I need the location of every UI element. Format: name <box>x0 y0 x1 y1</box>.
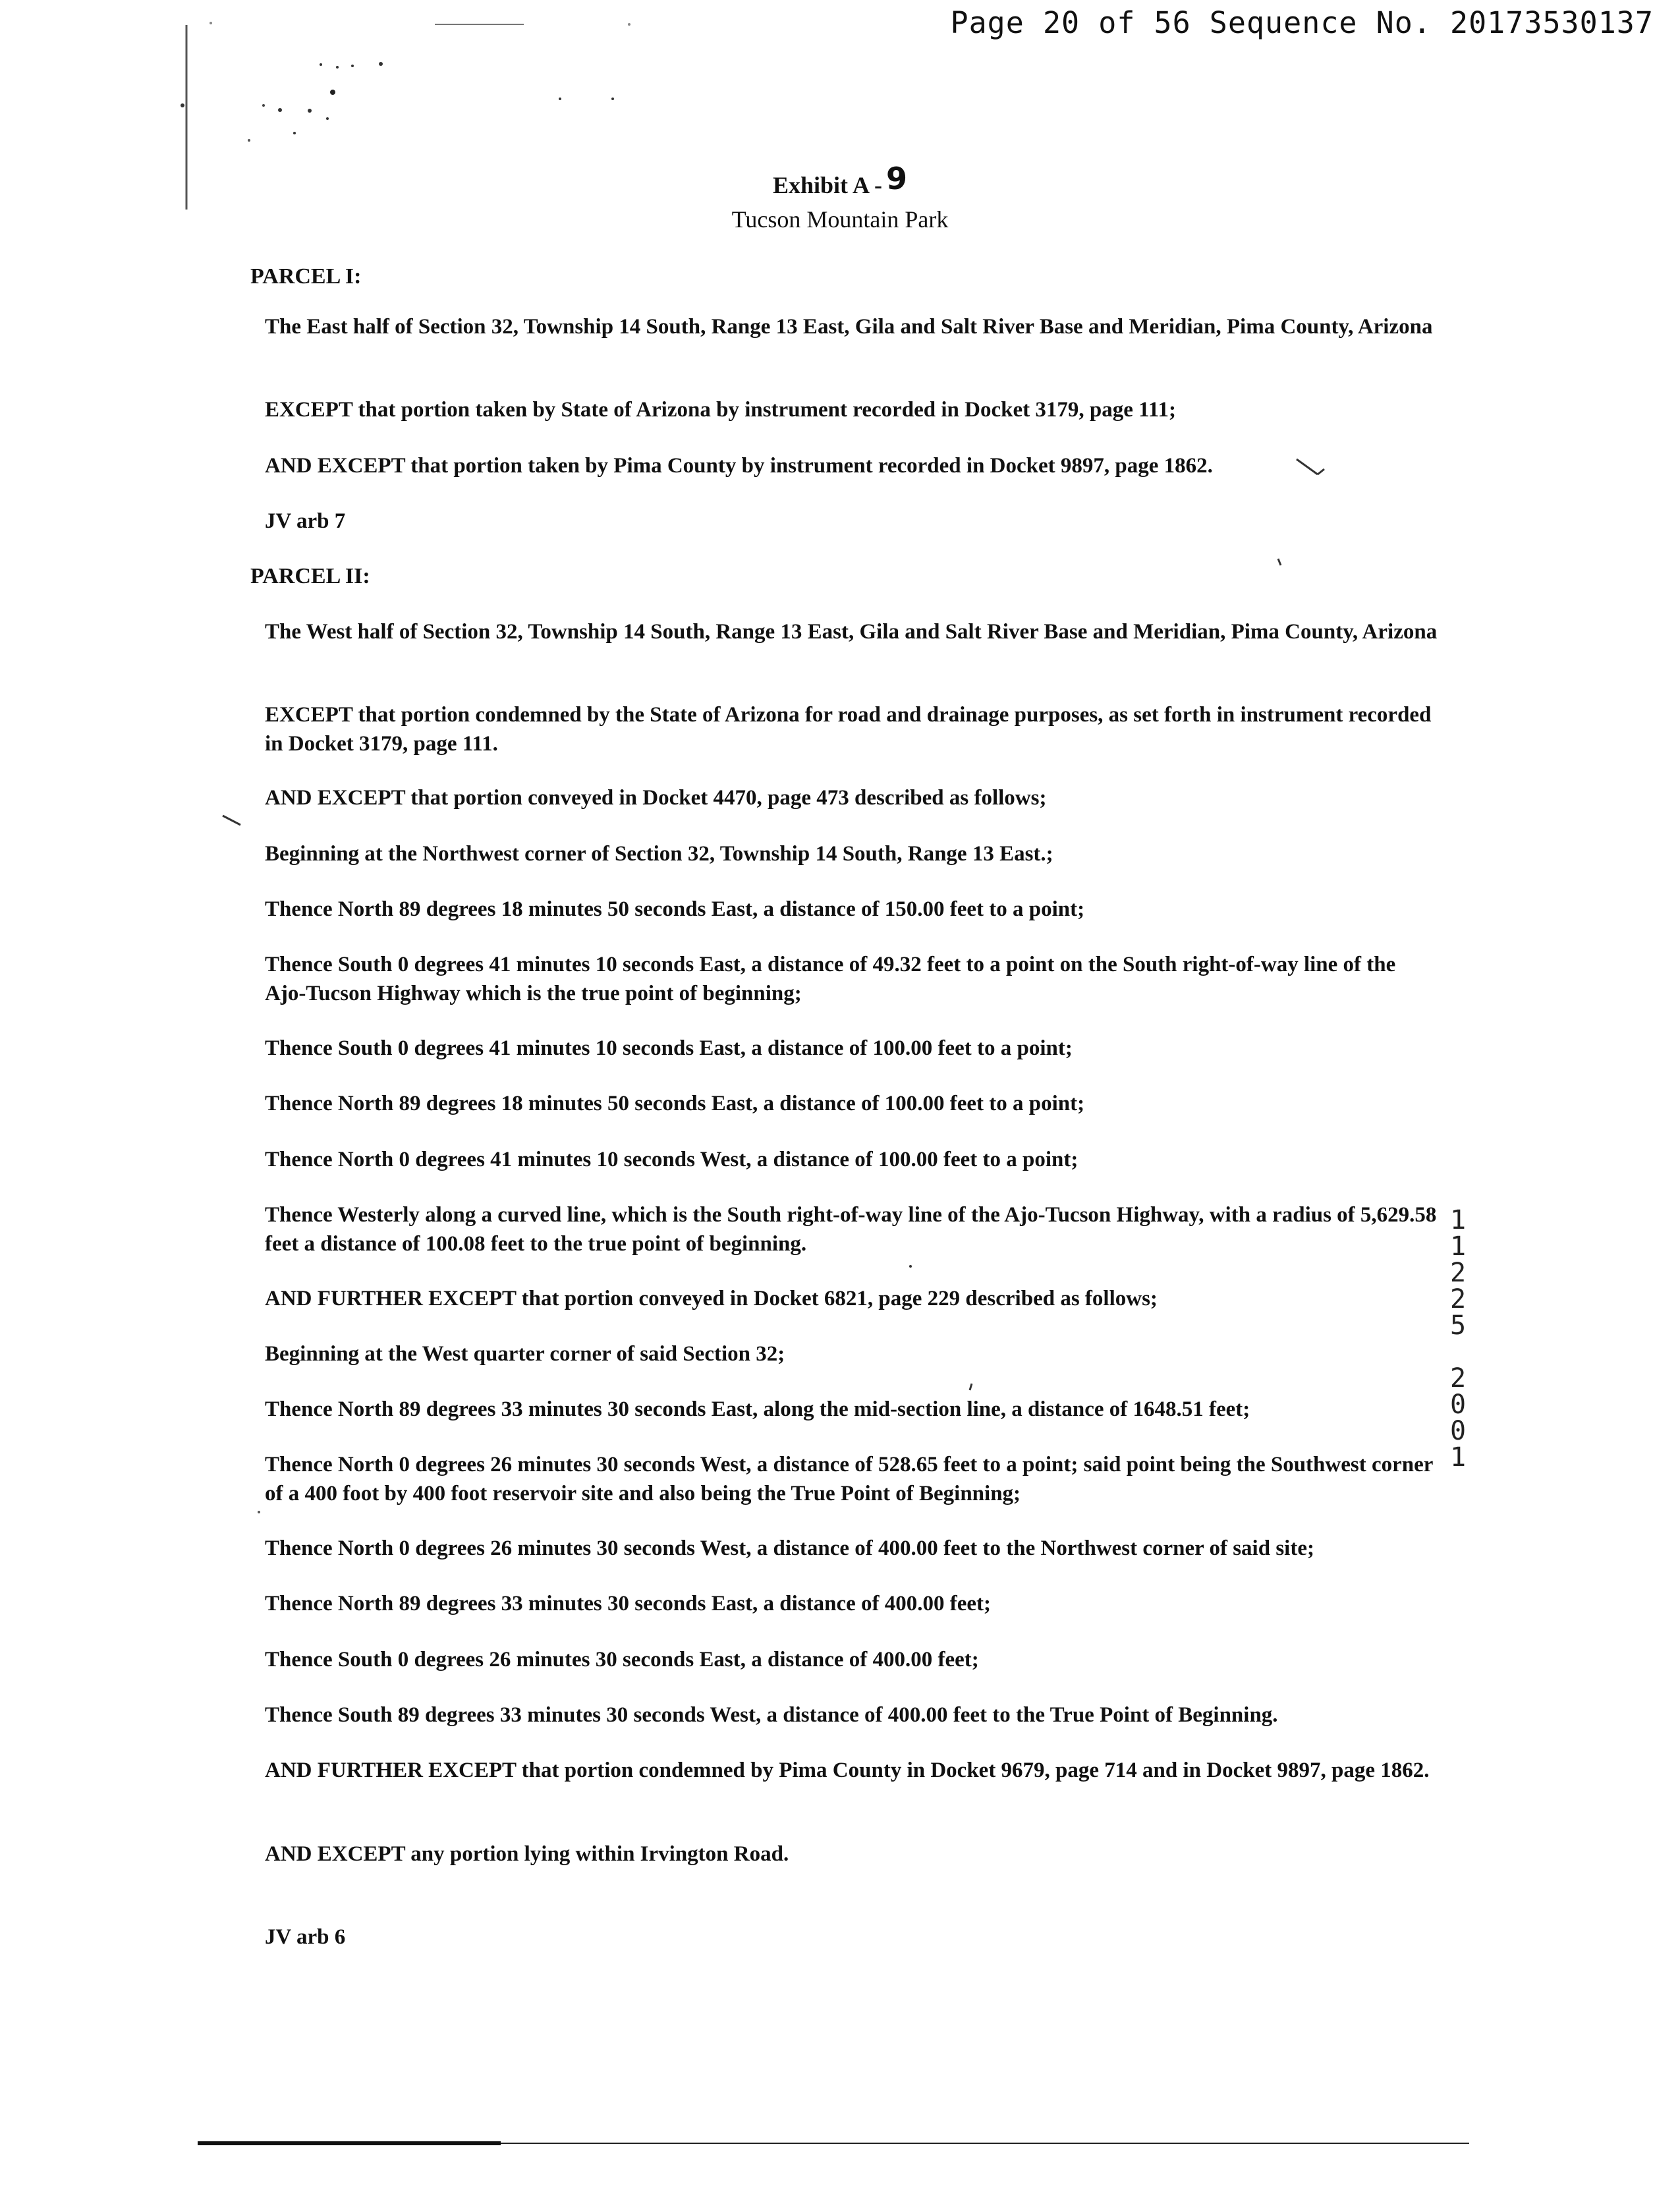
course-beginning-1: Beginning at the Northwest corner of Section 32, Township 14 South, Range 13 East.; <box>265 842 1053 866</box>
parcel-1-heading: PARCEL I: <box>250 264 362 289</box>
parcel-2-reference: JV arb 6 <box>265 1925 346 1949</box>
further-exception-1: AND FURTHER EXCEPT that portion conveyed in Docket 6821, page 229 described as follows; <box>265 1287 1158 1310</box>
parcel-2-exception-1: EXCEPT that portion condemned by the State of Arizona for road and drainage purposes, as set forth in instrument recorded in Docket 3179, page 111. <box>265 703 1432 756</box>
exhibit-heading <box>0 161 1680 200</box>
course-2: Thence South 0 degrees 41 minutes 10 seconds East, a distance of 49.32 feet to a point on the South right-of-way line of the Ajo-Tucson Highway which is the true point of beginning; <box>265 953 1396 1005</box>
parcel-2-exception-2: AND EXCEPT that portion conveyed in Docket 4470, page 473 described as follows; <box>265 786 1047 810</box>
parcel-2-description: The West half of Section 32, Township 14 South, Range 13 East, Gila and Salt River Base and Meridian, Pima County, Arizona <box>265 620 1438 644</box>
course-12: Thence South 89 degrees 33 minutes 30 seconds West, a distance of 400.00 feet to the True Point of Beginning. <box>265 1703 1278 1727</box>
course-7: Thence North 89 degrees 33 minutes 30 seconds East, along the mid-section line, a distance of 1648.51 feet; <box>265 1397 1250 1421</box>
course-9: Thence North 0 degrees 26 minutes 30 seconds West, a distance of 400.00 feet to the Northwest corner of said site; <box>265 1536 1314 1560</box>
course-10: Thence North 89 degrees 33 minutes 30 seconds East, a distance of 400.00 feet; <box>265 1592 992 1616</box>
parcel-1-exception-2: AND EXCEPT that portion taken by Pima County by instrument recorded in Docket 9897, page 1862. <box>265 454 1213 478</box>
course-6: Thence Westerly along a curved line, which is the South right-of-way line of the Ajo-Tucson Highway, with a radius of 5,629.58 feet a distance of 100.08 feet to the true point of beginning. <box>265 1203 1437 1256</box>
course-beginning-2: Beginning at the West quarter corner of said Section 32; <box>265 1342 785 1366</box>
exhibit-label: Exhibit A - <box>772 172 883 198</box>
course-5: Thence North 0 degrees 41 minutes 10 seconds West, a distance of 100.00 feet to a point; <box>265 1148 1078 1171</box>
course-1: Thence North 89 degrees 18 minutes 50 seconds East, a distance of 150.00 feet to a point; <box>265 897 1085 921</box>
parcel-1-reference: JV arb 7 <box>265 509 346 533</box>
page-header: Page 20 of 56 Sequence No. 20173530137 <box>950 5 1654 40</box>
parcel-1-exception-1: EXCEPT that portion taken by State of Arizona by instrument recorded in Docket 3179, page 111; <box>265 398 1176 422</box>
exhibit-subtitle: Tucson Mountain Park <box>731 206 949 233</box>
course-3: Thence South 0 degrees 41 minutes 10 seconds East, a distance of 100.00 feet to a point; <box>265 1036 1073 1060</box>
road-exception: AND EXCEPT any portion lying within Irvington Road. <box>265 1842 789 1866</box>
parcel-2-heading: PARCEL II: <box>250 564 370 588</box>
further-exception-2: AND FURTHER EXCEPT that portion condemned by Pima County in Docket 9679, page 714 and in Docket 9897, page 1862. <box>265 1758 1430 1782</box>
margin-stamp: 1 1 2 2 5 2 0 0 1 <box>1449 1205 1467 1473</box>
course-4: Thence North 89 degrees 18 minutes 50 seconds East, a distance of 100.00 feet to a point; <box>265 1092 1085 1115</box>
course-11: Thence South 0 degrees 26 minutes 30 seconds East, a distance of 400.00 feet; <box>265 1648 979 1672</box>
parcel-1-description: The East half of Section 32, Township 14 South, Range 13 East, Gila and Salt River Base and Meridian, Pima County, Arizona <box>265 315 1433 339</box>
exhibit-number: 9 <box>886 161 908 196</box>
footer-rule-mark <box>198 2141 501 2145</box>
course-8: Thence North 0 degrees 26 minutes 30 seconds West, a distance of 528.65 feet to a point; said point being the Southwest corner of a 400 foot by 400 foot reservoir site and also being the True Point of Beginning; <box>265 1453 1433 1505</box>
